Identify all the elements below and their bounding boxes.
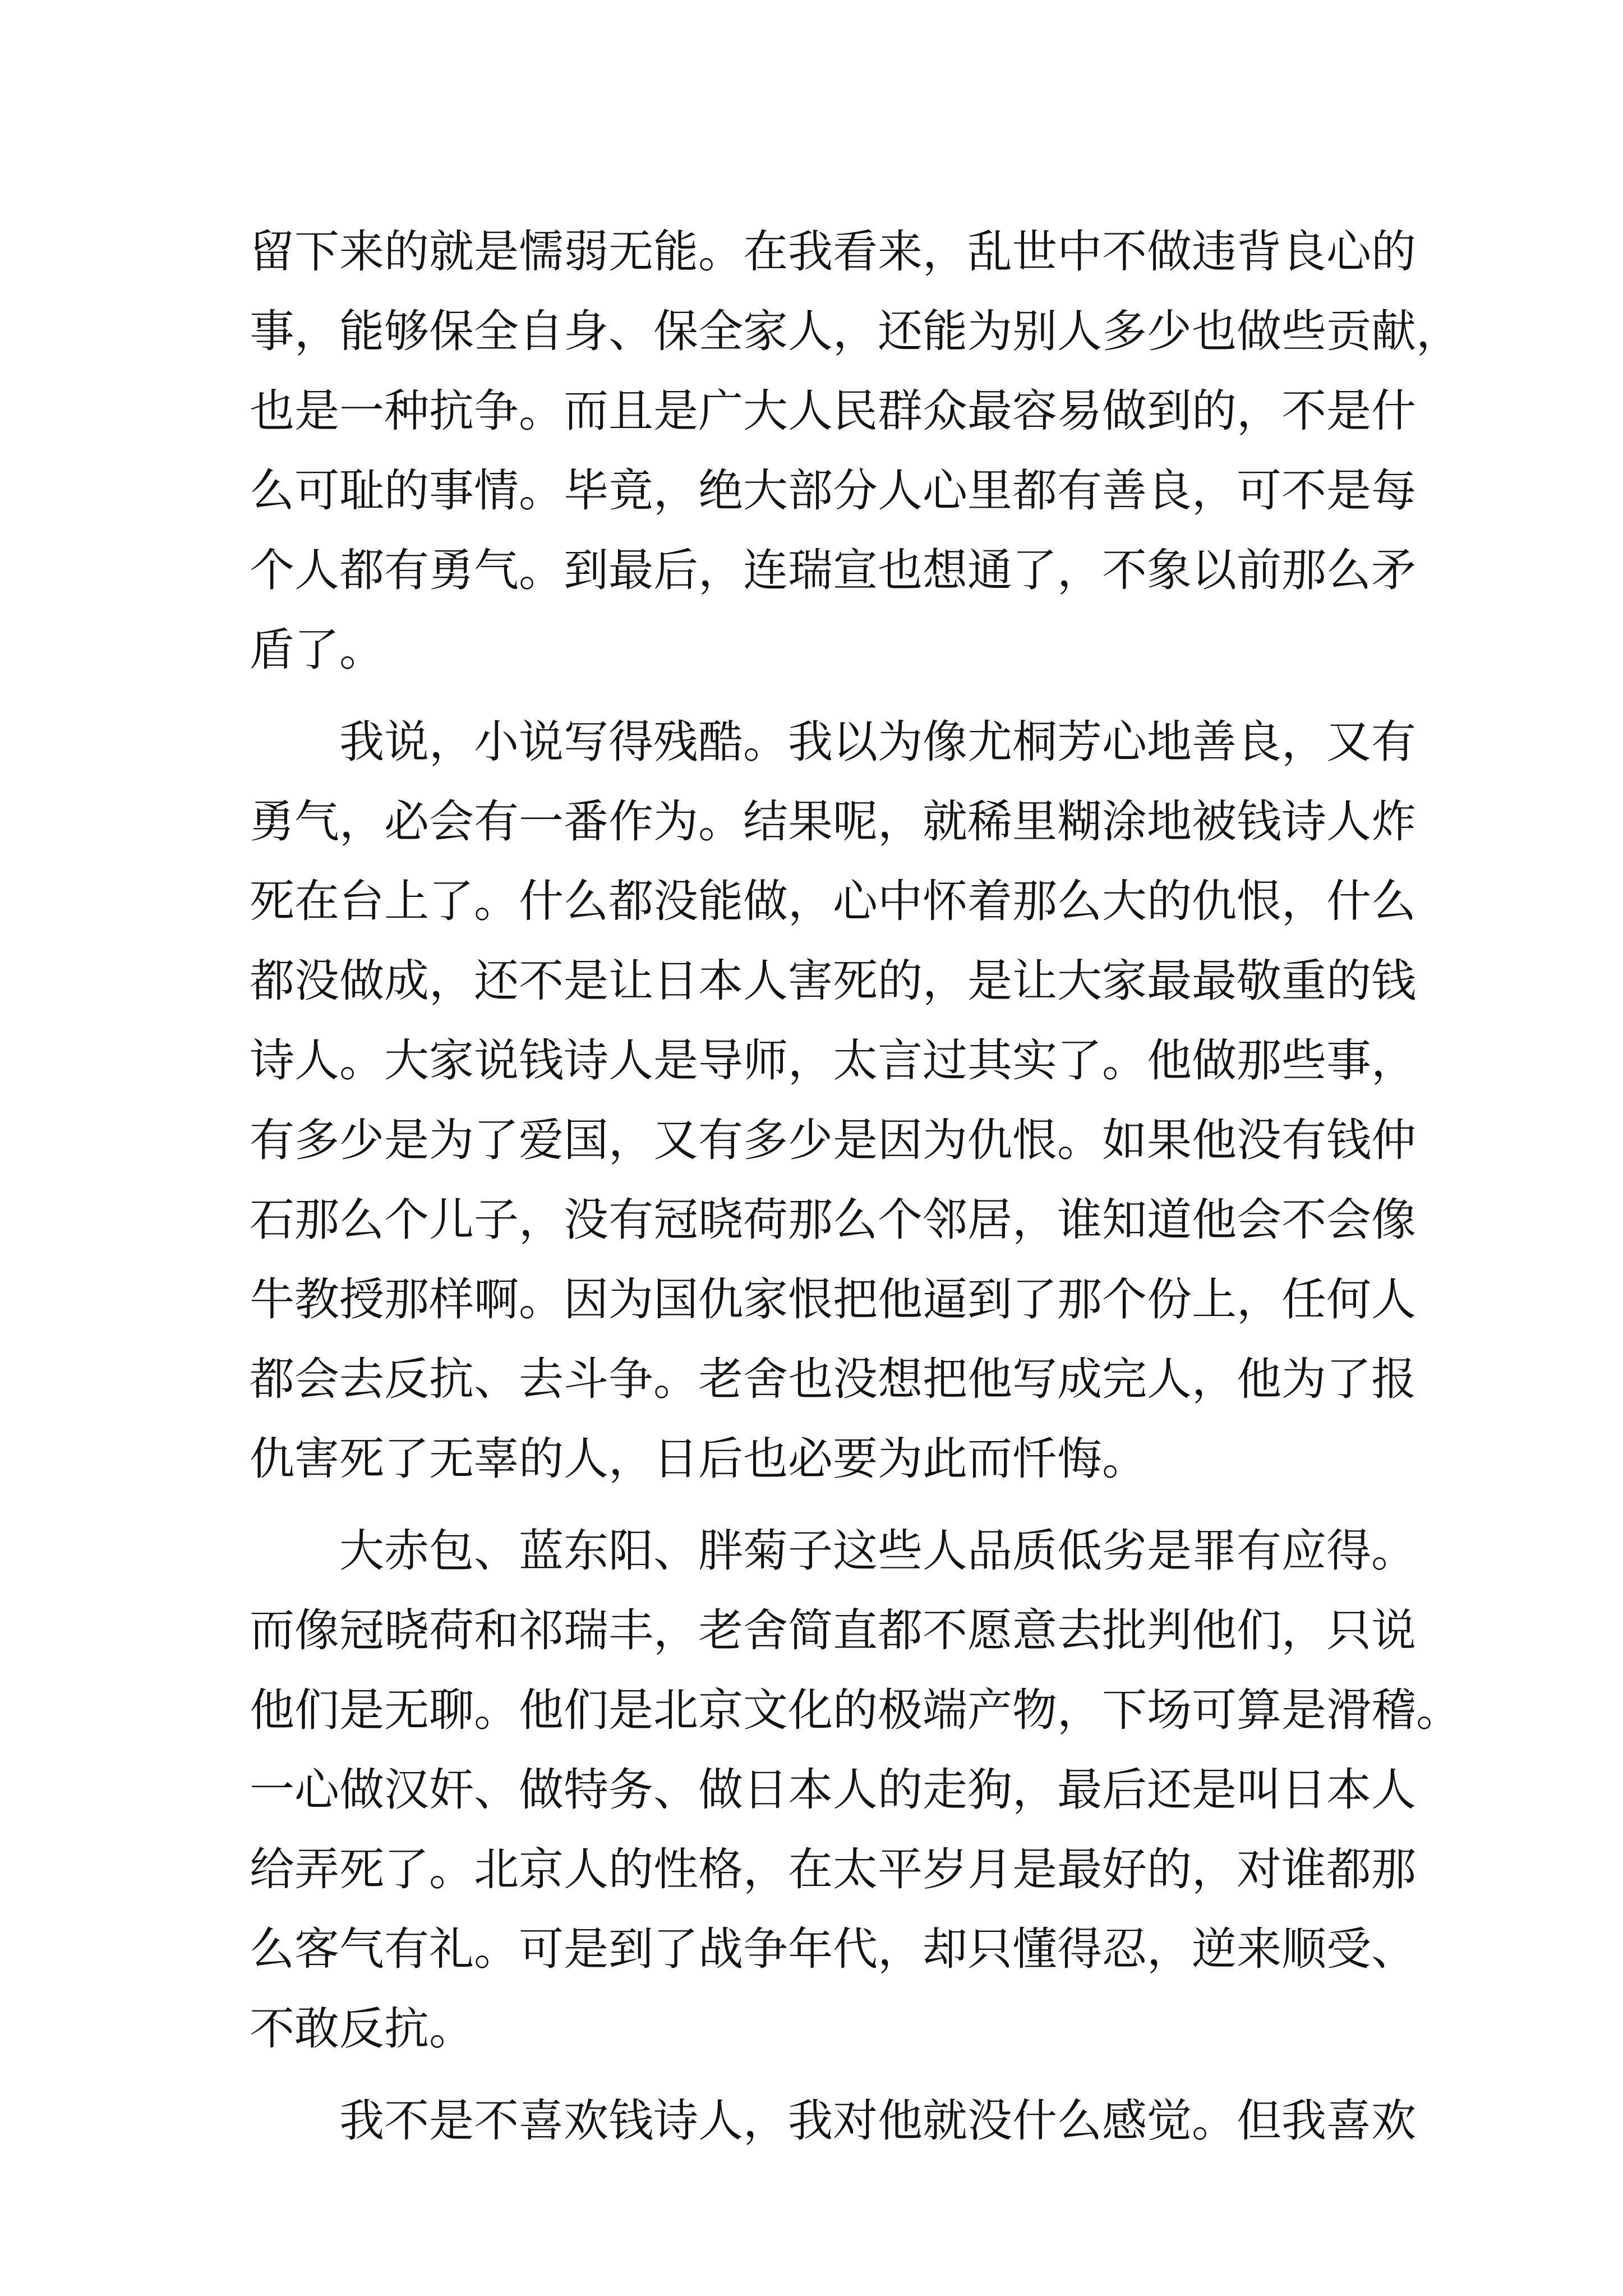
text-line: 个人都有勇气。到最后，连瑞宣也想通了，不象以前那么矛 — [250, 544, 1416, 596]
text-line: 大赤包、蓝东阳、胖菊子这些人品质低劣是罪有应得。 — [250, 1525, 1416, 1577]
text-line: 都没做成，还不是让日本人害死的，是让大家最最敬重的钱 — [250, 955, 1416, 1007]
text-line: 一心做汉奸、做特务、做日本人的走狗，最后还是叫日本人 — [250, 1764, 1416, 1816]
text-line: 我不是不喜欢钱诗人，我对他就没什么感觉。但我喜欢 — [250, 2095, 1416, 2147]
text-line: 诗人。大家说钱诗人是导师，太言过其实了。他做那些事， — [250, 1034, 1416, 1087]
text-line: 有多少是为了爱国，又有多少是因为仇恨。如果他没有钱仲 — [250, 1114, 1416, 1166]
text-line: 么客气有礼。可是到了战争年代，却只懂得忍，逆来顺受、 — [250, 1923, 1416, 1975]
text-line: 盾了。 — [250, 624, 384, 676]
text-line: 勇气，必会有一番作为。结果呢，就稀里糊涂地被钱诗人炸 — [250, 795, 1416, 848]
paragraph-gap — [250, 690, 1394, 702]
paragraph — [250, 2081, 1416, 2161]
paragraph — [250, 212, 1461, 690]
text-line: 也是一种抗争。而且是广大人民群众最容易做到的，不是什 — [250, 385, 1416, 437]
text-line: 都会去反抗、去斗争。老舍也没想把他写成完人，他为了报 — [250, 1353, 1416, 1405]
text-line: 我说，小说写得残酷。我以为像尤桐芳心地善良，又有 — [250, 716, 1416, 768]
text-line: 死在台上了。什么都没能做，心中怀着那么大的仇恨，什么 — [250, 875, 1416, 927]
text-line: 给弄死了。北京人的性格，在太平岁月是最好的，对谁都那 — [250, 1843, 1416, 1895]
text-line: 他们是无聊。他们是北京文化的极端产物，下场可算是滑稽。 — [250, 1684, 1461, 1736]
text-line: 不敢反抗。 — [250, 2003, 474, 2055]
text-line: 事，能够保全自身、保全家人，还能为别人多少也做些贡献， — [250, 305, 1461, 357]
text-line: 牛教授那样啊。因为国仇家恨把他逼到了那个份上，任何人 — [250, 1273, 1416, 1326]
body-text — [250, 212, 1461, 2161]
text-line: 么可耻的事情。毕竟，绝大部分人心里都有善良，可不是每 — [250, 464, 1416, 517]
paragraph-gap — [250, 1499, 1394, 1511]
paragraph — [250, 702, 1416, 1499]
text-line: 石那么个儿子，没有冠晓荷那么个邻居，谁知道他会不会像 — [250, 1194, 1416, 1246]
paragraph-gap — [250, 2069, 1394, 2081]
text-line: 仇害死了无辜的人，日后也必要为此而忏悔。 — [250, 1433, 1147, 1485]
text-line: 留下来的就是懦弱无能。在我看来，乱世中不做违背良心的 — [250, 226, 1416, 278]
paragraph — [250, 1511, 1461, 2069]
text-line: 而像冠晓荷和祁瑞丰，老舍简直都不愿意去批判他们，只说 — [250, 1604, 1416, 1657]
